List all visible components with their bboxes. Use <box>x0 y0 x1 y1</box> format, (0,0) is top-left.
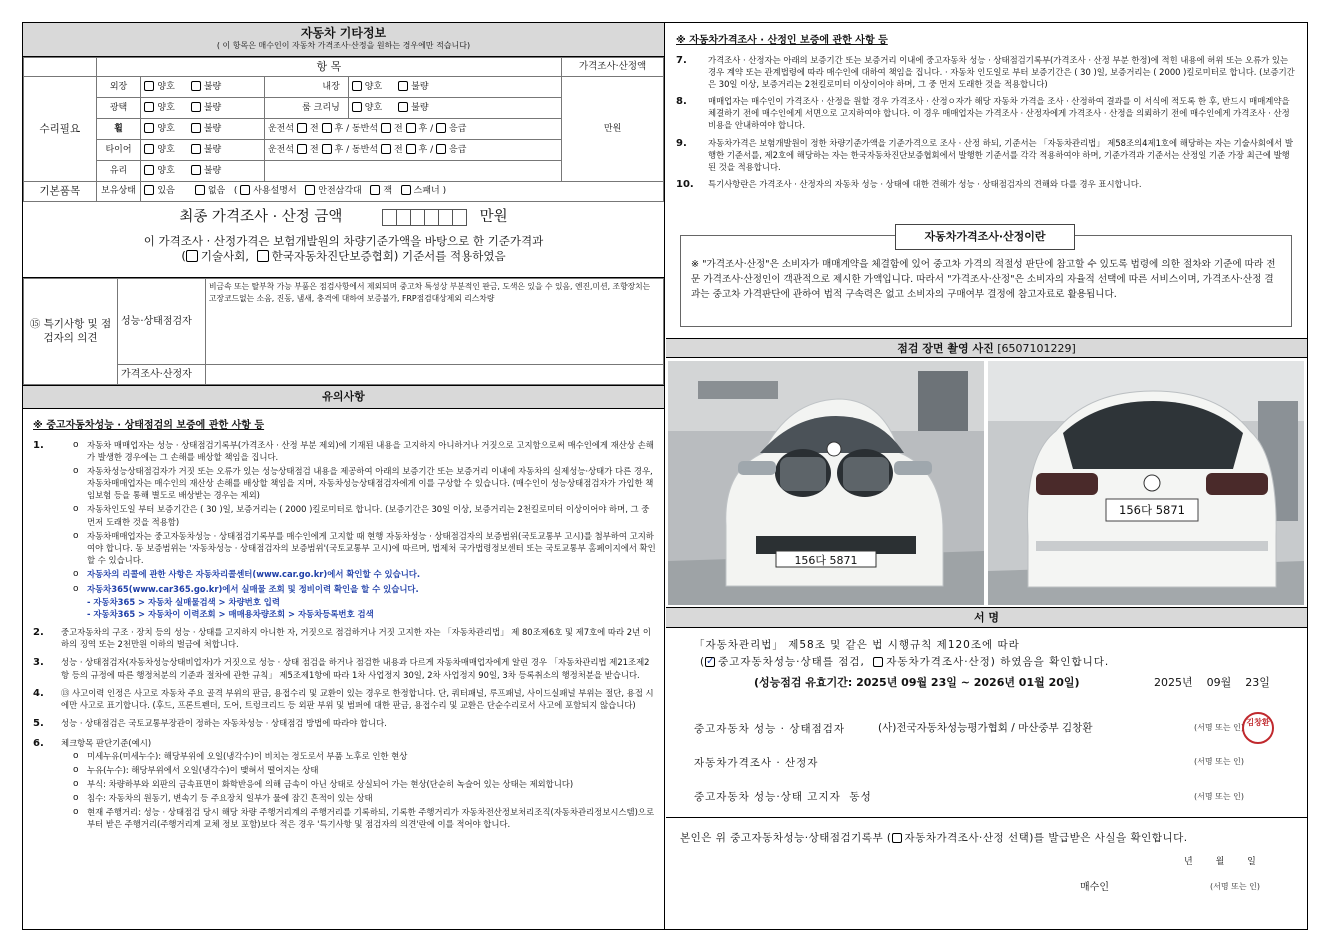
note-9: 9. 자동차가격은 보험개발원이 정한 차량기준가액을 기준가격으로 조사 · 산정 하되, 기준서는 「자동차관리법」 제58조의4제1호에 해당하는 자는 기술사회에서 발행한 기준서를, 제2호에 해당하는 자는 한국자동차진단보증협회에서 발행한 기준서를 각각 적용하여야 하며, 기준가격과 기준서는 산정일 기준 가장 최근에 발행된 것을 적용합니다. <box>676 137 1293 172</box>
signature-section <box>666 628 1307 818</box>
basic-items-options: 있음 없음 ( 사용설명서 안전삼각대 잭 스패너 ) <box>141 182 664 202</box>
notice-header: 유의사항 <box>23 385 664 409</box>
right-column <box>666 23 1307 929</box>
price-header: 가격조사·산정액 <box>562 58 664 77</box>
checkbox-icon[interactable] <box>191 165 201 175</box>
photo-id: [6507101229] <box>997 342 1076 355</box>
wheel-position-options: 운전석 전 후 / 동반석 전 후 / 응급 <box>264 119 663 140</box>
checkbox-icon[interactable] <box>398 102 408 112</box>
basic-group-label: 기본품목 <box>24 182 97 202</box>
car365-link[interactable]: 자동차365(www.car365.go.kr)에서 실매물 조회 및 정비이력 확인을 할 수 있습니다. <box>87 584 419 595</box>
row-label-interior: 내장 <box>264 77 348 98</box>
exterior-bad-option[interactable]: 불량 <box>191 81 221 93</box>
checkbox-icon[interactable] <box>398 81 408 91</box>
checkbox-icon[interactable] <box>297 123 307 133</box>
front-car-photo <box>668 361 984 605</box>
item-header: 항 목 <box>96 58 562 77</box>
checkbox-icon[interactable] <box>436 123 446 133</box>
checkbox-icon[interactable] <box>195 185 205 195</box>
sign-law-line: 「자동차관리법」 제58조 및 같은 법 시행규칙 제120조에 따라 <box>694 639 1020 651</box>
checkbox-icon[interactable] <box>191 144 201 154</box>
photo-header: 점검 장면 촬영 사진 [6507101229] <box>666 338 1307 358</box>
wheel-good-option[interactable]: 양호 <box>144 123 174 135</box>
note-4: 4. ⑬ 사고이력 인정은 사고로 자동차 주요 골격 부위의 판금, 용접수리 및 교환이 있는 경우로 한정합니다. 단, 쿼터패널, 루프패널, 사이드실패널 부위는 절단, 용접 시에만 사고로 표기합니다. (후드, 프론트펜더, 도어, 트렁크리드 등 외판 부위 및 범퍼에 대한 판금, 용접수리 및 교환은 단순수리로서 사고에 포함되지 않습니다) <box>33 687 654 710</box>
digit-box[interactable] <box>410 209 425 226</box>
glass-bad-option[interactable]: 불량 <box>191 165 221 177</box>
checkbox-icon[interactable] <box>381 123 391 133</box>
inspector-sign-note: (서명 또는 인) <box>1194 723 1244 732</box>
tire-position-options: 운전석 전 후 / 동반석 전 후 / 응급 <box>264 140 663 161</box>
recall-link[interactable]: 자동차의 리콜에 관한 사항은 자동차리콜센터(www.car.go.kr)에서 확인할 수 있습니다. <box>87 569 421 580</box>
checkbox-icon[interactable] <box>352 102 362 112</box>
digit-box[interactable] <box>424 209 439 226</box>
special-price-value <box>206 365 664 385</box>
final-price-section <box>23 202 664 278</box>
final-basis-line1: 이 가격조사 · 산정가격은 보험개발원의 차량기준가액을 바탕으로 한 기준가격과 <box>143 233 544 248</box>
wheel-bad-option[interactable]: 불량 <box>191 123 221 135</box>
front-plate-text: 156다 5871 <box>794 554 858 567</box>
special-notes-label: ⑮ 특기사항 및 점검자의 의견 <box>24 279 118 385</box>
rear-plate-text: 156다 5871 <box>1119 503 1185 517</box>
performance-check-checkbox[interactable] <box>705 657 715 667</box>
checkbox-icon[interactable] <box>322 144 332 154</box>
final-price-line <box>23 208 664 228</box>
other-info-table <box>23 57 664 202</box>
note-10: 10. 특기사항란은 가격조사 · 산정자의 자동차 성능 · 상태에 대한 견해가 성능 · 상태점검자의 견해와 다를 경우 표시합니다. <box>676 179 1142 191</box>
car365-path-1: - 자동차365 > 자동차 실매물검색 > 차량번호 입력 <box>87 596 280 607</box>
tire-bad-option[interactable]: 불량 <box>191 144 221 156</box>
front-car-image <box>668 361 984 605</box>
special-inspector-label: 성능·상태점검자 <box>118 279 206 365</box>
checkbox-icon[interactable] <box>144 123 154 133</box>
price-guarantee-heading: ※ 자동차가격조사 · 산정인 보증에 관한 사항 등 <box>676 35 888 46</box>
checkbox-icon[interactable] <box>191 81 201 91</box>
left-column <box>23 23 665 929</box>
row-label-gloss: 광택 <box>96 98 141 119</box>
other-info-title: 자동차 기타정보 <box>300 26 387 40</box>
cleaning-good-option[interactable]: 양호 <box>352 102 382 114</box>
checkbox-icon[interactable] <box>322 123 332 133</box>
checkbox-icon[interactable] <box>305 185 315 195</box>
checkbox-icon[interactable] <box>352 81 362 91</box>
checkbox-icon[interactable] <box>144 102 154 112</box>
sign-confirm-line: (✓ 중고자동차성능·상태를 점검, 자동차가격조사·산정) 하였음을 확인합니다. <box>700 655 1109 669</box>
tire-good-option[interactable]: 양호 <box>144 144 174 156</box>
price-unit: 만원 <box>603 123 622 134</box>
price-definition-box <box>680 230 1292 327</box>
price-definition-title: 자동차가격조사·산정이란 <box>895 224 1075 250</box>
checkbox-icon[interactable] <box>436 144 446 154</box>
final-price-title: 최종 가격조사 · 산정 금액 <box>179 209 343 225</box>
checkbox-icon[interactable] <box>381 144 391 154</box>
checkbox-icon[interactable] <box>144 165 154 175</box>
inspector-name: (사)전국자동차성능평가협회 / 마산중부 김창환 <box>878 722 1093 734</box>
price-assessor-label: 자동차가격조사 · 산정자 <box>694 757 819 769</box>
note-7: 7. 가격조사 · 산정자는 아래의 보증기간 또는 보증거리 이내에 중고자동차 성능 · 상태점검기록부(가격조사 · 산정 부분 한정)에 적힌 내용에 허위 또는 오류가 있는 경우 계약 또는 관계법령에 따라 매수인에 대하여 책임을 집니다. · 자동차 인도일로 부터 보증기간은 ( 30 )일, 보증거리는 ( 2000 )킬로미터로 합니다. (보증기간은 30일 이상, 보증거리는 2천킬로미터 이상이어야 하며, 그 중 먼저 도래한 것을 적용합니다) <box>676 54 1295 89</box>
receipt-section <box>666 819 1307 929</box>
digit-box[interactable] <box>438 209 453 226</box>
notice-heading: ※ 중고자동차성능 · 상태점검의 보증에 관한 사항 등 <box>33 420 265 431</box>
row-label-tire: 타이어 <box>96 140 141 161</box>
checkbox-icon[interactable] <box>240 185 250 195</box>
checkbox-icon[interactable] <box>370 185 380 195</box>
inspection-record-page <box>22 22 1308 930</box>
final-price-unit: 만원 <box>479 209 508 225</box>
special-notes-text: 비금속 또는 탈부착 가능 부품은 점검사항에서 제외되며 중고차 특성상 부분적인 판금, 도색은 있을 수 있음, 엔진,미션, 조향장치는 고장코드없는 소음, 진동, 냄새, 충격에 대하여 보증불가, FRP점검대상제외 리스차량 <box>206 279 664 365</box>
other-info-header <box>23 23 664 57</box>
inspector-seal-stamp: 김창환 <box>1242 712 1274 744</box>
notifier-sign-note: (서명 또는 인) <box>1194 792 1244 801</box>
digit-box[interactable] <box>452 209 467 226</box>
note-6: 6. 체크항목 판단기준(예시) o 미세누유(미세누수): 해당부위에 오일(냉각수)이 비치는 정도로서 부품 노후로 인한 현상 o 누유(누수): 해당부위에서 오일(냉각수)이 맺혀서 떨어지는 상태 o 부식: 차량하부와 외판의 금속표면이 화학반응에 의해 금속이 아닌 상태로 상실되어 가는 현상(단순히 녹슬어 있는 상태는 제외합니다) o 침수: 자동차의 원동기, 변속기 등 주요장치 일부가 물에 잠긴 흔적이 있는 상태 o 현재 주행거리: 성능 · 상태점검 당시 해당 차량 주행거리계의 주행거리를 기록하되, 기록한 주행거리가 자동차전산정보처리조직(자동차관리정보시스템)으로부터 받은 주행거리(주행거리계 교체 정보 포함)보다 적은 경우 '특기사항 및 점검자의 의견'란에 이를 적어야 합니다. <box>33 737 655 830</box>
exterior-good-option[interactable]: 양호 <box>144 81 174 93</box>
digit-box[interactable] <box>396 209 411 226</box>
other-info-subtitle: ( 이 항목은 매수인이 자동차 가격조사·산정을 원하는 경우에만 적습니다) <box>216 41 471 51</box>
final-basis-line2: ( 기술사회, 한국자동차진단보증협회) 기준서를 적용하였음 <box>181 249 506 264</box>
blank-cell <box>264 161 663 182</box>
glass-good-option[interactable]: 양호 <box>144 165 174 177</box>
receipt-price-checkbox[interactable] <box>892 833 902 843</box>
inspector-label: 중고자동차 성능 · 상태점검자 <box>694 723 846 735</box>
cleaning-bad-option[interactable]: 불량 <box>398 102 428 114</box>
rear-car-photo <box>988 361 1304 605</box>
checkbox-icon[interactable] <box>186 250 198 262</box>
interior-bad-option[interactable]: 불량 <box>398 81 428 93</box>
row-label-exterior: 외장 <box>96 77 141 98</box>
digit-box[interactable] <box>382 209 397 226</box>
checkbox-icon[interactable] <box>144 144 154 154</box>
repair-group-label: 수리필요 <box>24 77 97 182</box>
note-1: 1. o 자동차 매매업자는 성능 · 상태점검기록부(가격조사 · 산정 부분 제외)에 기재된 내용을 고지하지 아니하거나 거짓으로 고지함으로써 매수인에게 재산상 손해가 발생한 경우에는 그 손해를 배상할 책임을 집니다. o 자동차성능상태점검자가 거짓 또는 오류가 있는 성능상태점검 내용을 제공하여 아래의 보증기간 또는 보증거리 이내에 자동차의 실제성능·상태가 다른 경우, 자동차매매업자는 매수인의 재산상 손해를 배상할 책임을 지며, 자동차성능상태점검자에게 이를 구상할 수 있습니다. (매수인이 성능상태점검자가 가입한 책임보험 등을 통해 별도로 배상받는 경우는 제외) o 자동차인도일 부터 보증기간은 ( 30 )일, 보증거리는 ( 2000 )킬로미터로 합니다. (보증기간은 30일 이상, 보증거리는 2천킬로미터 이상이어야 하며, 그 중 먼저 도래한 것을 적용함) o 자동차매매업자는 중고자동차성능 · 상태점검기록부를 매수인에게 고지할 때 현행 자동차성능 · 상태점검자의 보증범위(국토교통부 고시)를 첨부하여 고지하여야 합니다. 동 보증범위는 '자동차성능 · 상태점검자의 보증범위'(국토교통부 고시)에 따르며, 법제처 국가법령정보센터 또는 국토교통부 홈페이지에서 확인할 수 있습니다. o 자동차의 리콜에 관한 사항은 자동차리콜센터(www.car.go.kr)에서 확인할 수 있습니다. o 자동차365(www.car365.go.kr)에서 실매물 조회 및 정비이력 확인을 할 수 있습니다. - 자동차365 > 자동차 실매물검색 > 차량번호 입력 - 자동차365 > 자동차이 이력조회 > 매매용차량조회 > 자동차등록번호 검색 <box>33 439 656 619</box>
price-assessor-sign-note: (서명 또는 인) <box>1194 757 1244 766</box>
row-label-glass: 유리 <box>96 161 141 182</box>
checkbox-icon[interactable] <box>297 144 307 154</box>
note-2: 2. 중고자동차의 구조 · 장치 등의 성능 · 상태를 고지하지 아니한 자, 거짓으로 점검하거나 거짓 고지한 자는 「자동차관리법」 제 80조제6호 및 제7호에 따라 2년 이하의 징역 또는 2천만원 이하의 벌금에 처합니다. <box>33 626 651 650</box>
buyer-label: 매수인 <box>1080 882 1109 893</box>
checkbox-icon[interactable] <box>257 250 269 262</box>
checkbox-icon[interactable] <box>144 185 154 195</box>
notifier-label: 중고자동차 성능·상태 고지자 동성 <box>694 791 872 803</box>
gloss-bad-option[interactable]: 불량 <box>191 102 221 114</box>
row-label-wheel: 휠 <box>96 119 141 140</box>
row-label-room-cleaning: 룸 크리닝 <box>264 98 348 119</box>
interior-good-option[interactable]: 양호 <box>352 81 382 93</box>
validity-period: (성능점검 유효기간: 2025년 09월 23일 ~ 2026년 01월 20일) <box>754 676 1080 689</box>
checkbox-icon[interactable] <box>401 185 411 195</box>
checkbox-icon[interactable] <box>406 123 416 133</box>
buyer-sign-note[interactable]: (서명 또는 인) <box>1210 882 1260 891</box>
notifier-name: 동성 <box>849 791 872 803</box>
final-price-boxes[interactable] <box>383 208 467 228</box>
gloss-good-option[interactable]: 양호 <box>144 102 174 114</box>
rear-car-image <box>988 361 1304 605</box>
blank-cell <box>24 58 97 77</box>
note-3: 3. 성능 · 상태점검자(자동차성능상태비업자)가 거짓으로 성능 · 상태 점검을 하거나 점검한 내용과 다르게 자동차매매업자에게 알린 경우 「자동차관리법 제21조제2항 등의 규정에 따른 행정처분의 기준과 절차에 관한 규칙」 제5조제1항에 따라 1차 사업정지 30일, 2차 사업정지 90일, 3차 등록취소의 행정처분을 받습니다. <box>33 657 650 680</box>
receipt-line: 본인은 위 중고자동차성능·상태점검기록부 ( 자동차가격조사·산정 선택)를 발급받은 사실을 확인합니다. <box>680 832 1188 844</box>
note-8: 8. 매매업자는 매수인이 가격조사 · 산정을 원할 경우 가격조사 · 산정ㅇ자가 해당 자동차 가격을 조사 · 산정하여 결과를 이 서식에 적도록 한 후, 반드시 매매계약을 체결하기 전에 매수인에게 서면으로 고지하여야 합니다. 이 경우 매매업자는 가격조사 · 산정자에게 가격조사 · 산정을 의뢰하기 전에 매수인에게 가격조사 · 산정 비용을 안내하여야 합니다. <box>676 96 1290 131</box>
price-check-checkbox[interactable] <box>873 657 883 667</box>
price-definition-text: ※ "가격조사·산정"은 소비자가 매매계약을 체결함에 있어 중고차 가격의 적절성 판단에 참고할 수 있도록 법령에 의한 절차와 기준에 따라 전문 가격조사·산정인이 객관적으로 제시한 가액입니다. 따라서 "가격조사·산정"은 소비자의 자율적 선택에 따른 서비스이며, 가격조사·산정 결과는 중고차 가격판단에 관하여 법적 구속력은 없고 소비자의 구매여부 결정에 참고자료로 활용됩니다. <box>691 259 1276 300</box>
signature-header: 서 명 <box>666 607 1307 628</box>
checkbox-icon[interactable] <box>191 123 201 133</box>
note-5: 5. 성능 · 상태점검은 국토교통부장관이 정하는 자동차성능 · 상태점검 방법에 따라야 합니다. <box>33 718 387 730</box>
checkbox-icon[interactable] <box>406 144 416 154</box>
receipt-date: 년 월 일 <box>1184 857 1256 867</box>
notice-body <box>23 409 664 830</box>
special-notes-table <box>23 278 664 385</box>
checkbox-icon[interactable] <box>191 102 201 112</box>
checkbox-icon[interactable] <box>144 81 154 91</box>
basic-status-label: 보유상태 <box>96 182 141 202</box>
sign-date: 2025년 09월 23일 <box>1154 676 1270 689</box>
price-guarantee-section <box>666 23 1307 192</box>
car365-path-2: - 자동차365 > 자동차이 이력조회 > 매매용차량조회 > 자동차등록번호 검색 <box>87 608 374 619</box>
special-price-label: 가격조사·산정자 <box>118 365 206 385</box>
